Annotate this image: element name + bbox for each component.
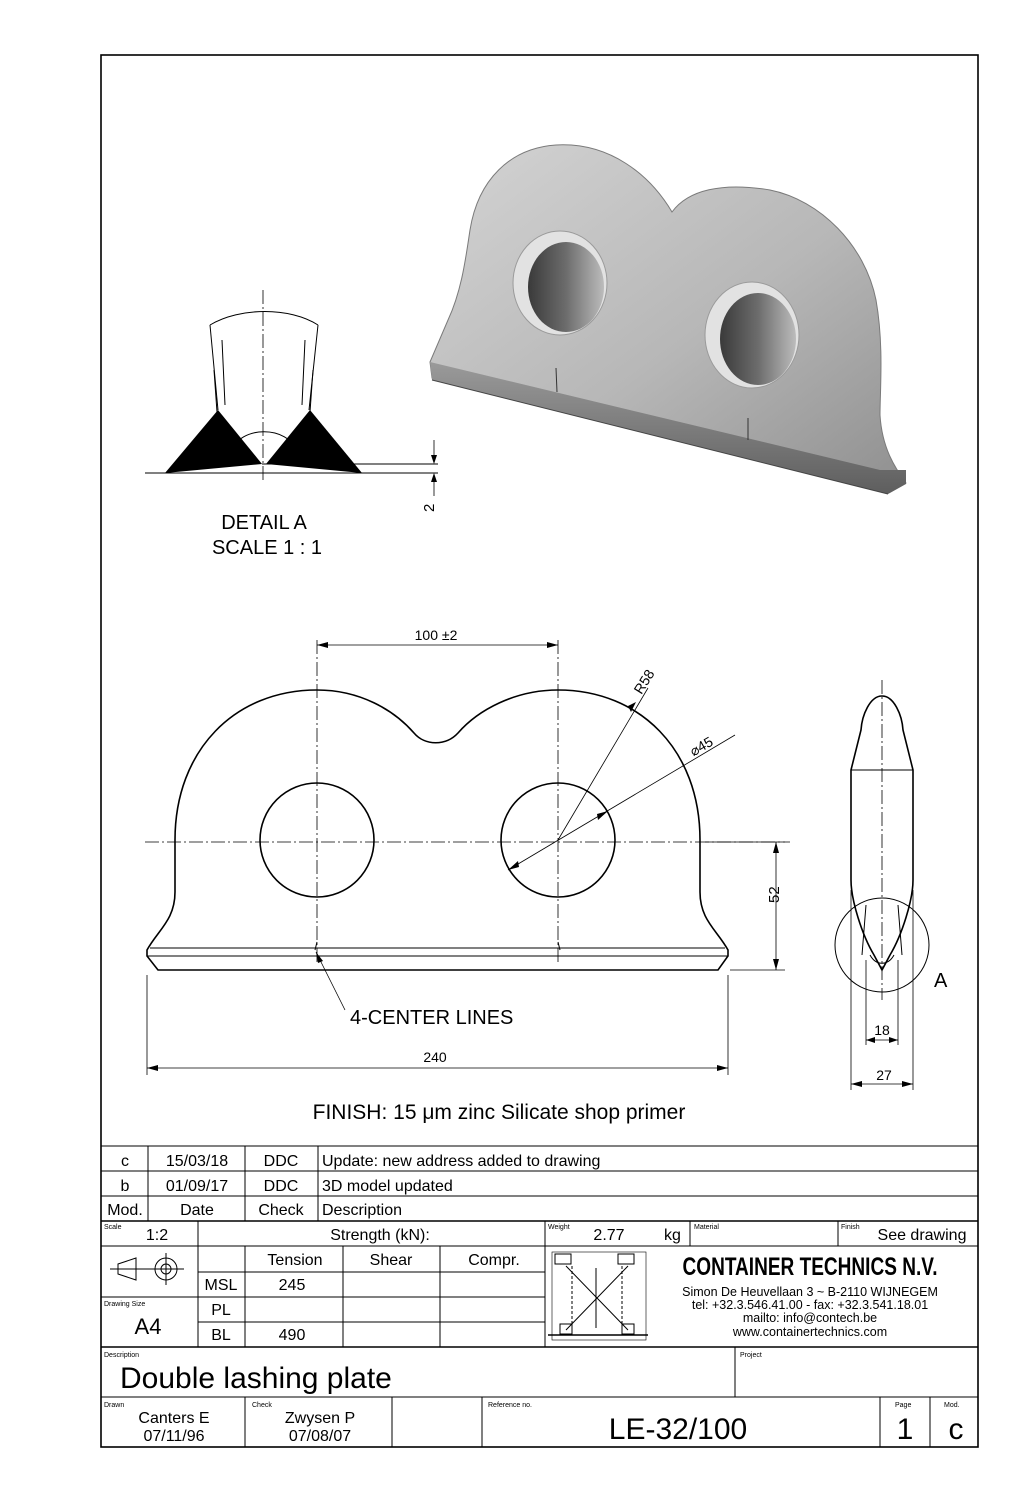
strength-label: Strength (kN): — [330, 1227, 430, 1244]
reference-value: LE-32/100 — [608, 1413, 748, 1446]
page-label: Page — [895, 1402, 912, 1409]
strength-msl-tension: 245 — [278, 1277, 306, 1294]
mod-label: Mod. — [944, 1402, 960, 1409]
weight-label: Weight — [548, 1224, 570, 1231]
description-label: Description — [104, 1352, 140, 1359]
rev-c-check: DDC — [263, 1153, 299, 1170]
scale-label: Scale — [104, 1224, 122, 1231]
weld-left — [165, 410, 262, 473]
page-value: 1 — [896, 1413, 914, 1446]
company-logo-diagram-icon — [548, 1252, 648, 1340]
mod-value: c — [948, 1413, 964, 1446]
plate-outline — [147, 690, 728, 970]
drawn-label: Drawn — [104, 1402, 125, 1409]
rev-b-date: 01/09/17 — [165, 1178, 229, 1195]
finish-label: Finish — [841, 1224, 860, 1231]
weight-value: 2.77 — [593, 1227, 625, 1244]
finish-value: See drawing — [877, 1227, 967, 1244]
company-phone: tel: +32.3.546.41.00 - fax: +32.3.541.18.01 — [691, 1298, 929, 1312]
dim-hole-diameter: ⌀45 — [686, 733, 716, 760]
isometric-render — [430, 145, 906, 494]
dim-length: 240 — [423, 1049, 447, 1065]
strength-header-shear: Shear — [369, 1252, 413, 1269]
projection-symbol-icon — [110, 1253, 184, 1285]
company-email: mailto: info@contech.be — [742, 1311, 878, 1325]
dim-pitch: 100 ±2 — [414, 627, 458, 643]
material-label: Material — [694, 1224, 719, 1231]
weight-unit: kg — [664, 1227, 681, 1244]
strength-row-msl: MSL — [204, 1277, 238, 1294]
check-date: 07/08/07 — [288, 1428, 352, 1445]
detail-callout-label: A — [934, 970, 948, 992]
drawn-name: Canters E — [138, 1410, 210, 1427]
rev-header-mod: Mod. — [107, 1202, 143, 1219]
description-value: Double lashing plate — [120, 1362, 392, 1395]
strength-header-tension: Tension — [267, 1252, 323, 1269]
company-web: www.containertechnics.com — [732, 1325, 888, 1339]
detail-a-view — [145, 290, 438, 559]
finish-note: FINISH: 15 μm zinc Silicate shop primer — [312, 1101, 686, 1124]
side-view — [835, 680, 948, 1090]
drawing-size-value: A4 — [134, 1314, 162, 1339]
check-name: Zwysen P — [284, 1410, 356, 1427]
rev-c-mod: c — [121, 1153, 129, 1170]
title-block — [101, 1221, 978, 1447]
drawing-size-label: Drawing Size — [104, 1301, 146, 1308]
rev-header-date: Date — [180, 1202, 214, 1219]
dim-27: 27 — [876, 1067, 892, 1083]
drawn-date: 07/11/96 — [143, 1428, 205, 1445]
rev-b-description: 3D model updated — [322, 1178, 453, 1195]
rev-b-check: DDC — [263, 1178, 299, 1195]
detail-dim-2: 2 — [421, 503, 438, 512]
company-address: Simon De Heuvellaan 3 ~ B-2110 WIJNEGEM — [682, 1285, 938, 1299]
scale-value: 1:2 — [145, 1227, 169, 1244]
dim-18: 18 — [874, 1022, 890, 1038]
rev-c-description: Update: new address added to drawing — [322, 1153, 601, 1170]
check-label: Check — [252, 1402, 272, 1409]
note-center-lines: 4-CENTER LINES — [350, 1007, 514, 1029]
rev-header-check: Check — [258, 1202, 304, 1219]
dim-radius: R58 — [630, 666, 658, 697]
detail-title: DETAIL A — [221, 512, 307, 534]
revision-table — [101, 1146, 978, 1221]
reference-label: Reference no. — [488, 1402, 532, 1409]
detail-scale: SCALE 1 : 1 — [211, 537, 323, 559]
strength-row-bl: BL — [211, 1327, 231, 1344]
project-label: Project — [740, 1352, 762, 1359]
strength-header-compr: Compr. — [468, 1252, 520, 1269]
dim-height: 52 — [766, 886, 783, 903]
strength-bl-tension: 490 — [278, 1327, 306, 1344]
rev-c-date: 15/03/18 — [165, 1153, 229, 1170]
strength-row-pl: PL — [211, 1302, 231, 1319]
rev-b-mod: b — [120, 1178, 130, 1195]
company-name: CONTAINER TECHNICS N.V. — [682, 1253, 938, 1281]
plate-body — [430, 145, 906, 492]
rev-header-description: Description — [322, 1202, 403, 1219]
main-view — [145, 627, 790, 1075]
